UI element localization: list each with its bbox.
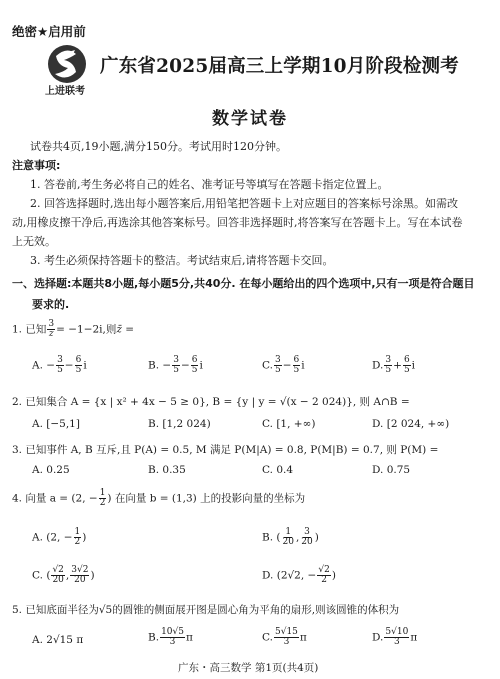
note-2-line-1: 2. 回答选择题时,选出每小题答案后,用铅笔把答题卡上对应题目的答案标号涂黑。如需改 [30,197,458,210]
question-3-option-c: C. 0.4 [262,464,294,476]
question-2-option-d: D. [2 024, +∞) [372,418,450,430]
confidential-mark: 绝密★启用前 [12,24,86,39]
section-heading-line-1: 一、选择题:本题共8小题,每小题5分,共40分. 在每小题给出的四个选项中,只有一项是符合题目 [12,277,475,290]
question-5-option-b: B. $\frac{10√5}{3}$ π [148,627,193,647]
section-heading-line-2: 要求的. [32,298,70,311]
paper-title: 数学试卷 [212,109,288,129]
question-5-option-d: D. $\frac{5√10}{3}$ π [372,627,418,647]
question-2-stem: 2. 已知集合 A = {x | x² + 4x − 5 ≥ 0}, B = {y | y = √(x − 2 024)}, 则 A∩B = [12,396,410,408]
question-3-option-a: A. 0.25 [32,464,70,476]
question-3-stem: 3. 已知事件 A, B 互斥,且 P(A) = 0.5, M 满足 P(M|A) = 0.8, P(M|B) = 0.7, 则 P(M) = [12,444,439,456]
exam-summary: 试卷共4页,19小题,满分150分。考试用时120分钟。 [30,140,287,153]
question-4-option-a: A. (2, − $\frac{1}{2}$ ) [32,527,87,547]
note-2-line-2: 动,用橡皮擦干净后,再选涂其他答案标号。回答非选择题时,将答案写在答题卡上。写在本试卷 [12,216,463,229]
exam-title: 广东省2025届高三上学期10月阶段检测考 [100,56,459,77]
question-1-option-a: A. − $\frac{3}{5}$ − $\frac{6}{5}$ i [32,355,87,375]
page-footer: 广东・高三数学 第1页(共4页) [178,662,319,674]
question-2-option-a: A. [−5,1] [32,418,80,430]
question-2-option-c: C. [1, +∞) [262,418,316,430]
note-1: 1. 答卷前,考生务必将自己的姓名、准考证号等填写在答题卡指定位置上。 [30,178,389,191]
question-1-option-d: D. $\frac{3}{5}$ + $\frac{6}{5}$ i [372,355,416,375]
logo-text: 上进联考 [45,86,85,97]
question-4-option-c: C. ( $\frac{√2}{20}$ , $\frac{3√2}{20}$ ) [32,565,95,585]
note-2-line-3: 上无效。 [12,235,56,248]
question-4-stem: 4. 向量 a = (2, − $\frac{1}{2}$ ) 在向量 b = (1,3) 上的投影向量的坐标为 [12,488,306,508]
question-4-option-b: B. ( $\frac{1}{20}$ , $\frac{3}{20}$ ) [262,527,319,547]
question-1-stem: 1. 已知 $\frac{3}{z}$ = −1−2i,则z̄ = [12,319,135,339]
notes-heading: 注意事项: [12,159,61,172]
question-5-option-a: A. 2√15 π [32,634,84,646]
publisher-logo [42,42,92,98]
question-2-option-b: B. [1,2 024) [148,418,211,430]
question-5-option-c: C. $\frac{5√15}{3}$ π [262,627,307,647]
question-4-option-d: D. (2√2, − $\frac{√2}{2}$ ) [262,565,336,585]
question-3-option-d: D. 0.75 [372,464,411,476]
question-3-option-b: B. 0.35 [148,464,186,476]
note-3: 3. 考生必须保持答题卡的整洁。考试结束后,请将答题卡交回。 [30,254,334,267]
question-5-stem: 5. 已知底面半径为√5的圆锥的侧面展开图是圆心角为平角的扇形,则该圆锥的体积为 [12,604,400,616]
question-1-option-b: B. − $\frac{3}{5}$ − $\frac{6}{5}$ i [148,355,203,375]
question-1-option-c: C. $\frac{3}{5}$ − $\frac{6}{5}$ i [262,355,305,375]
